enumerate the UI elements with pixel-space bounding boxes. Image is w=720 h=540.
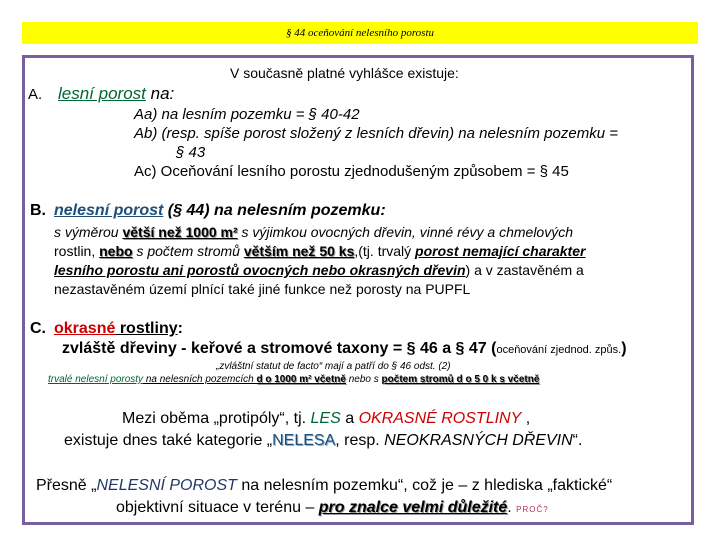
- section-b-title: [54, 202, 386, 220]
- middle-line-2: [64, 432, 582, 450]
- title-banner: [22, 22, 698, 44]
- section-a-item-ab-ref: § 43: [176, 144, 206, 161]
- section-a-item-ac: Ac) Oceňování lesního porostu zjednodušeným způsobem = § 45: [134, 163, 569, 180]
- middle-line-1: [122, 410, 530, 428]
- page-title: § 44 oceňování nelesního porostu: [285, 27, 435, 39]
- section-b-marker: B.: [30, 202, 46, 219]
- bottom-line-2: [116, 499, 549, 517]
- section-b-line-4: nezastavěném území plnící také jiné funkce než porosty na PUPFL: [54, 281, 471, 297]
- section-b-line-2: [54, 243, 585, 259]
- intro-text: V současně platné vyhlášce existuje:: [230, 65, 459, 81]
- section-c-note-2e: počtem stromů d o 5 0 k s včetně: [381, 374, 540, 385]
- section-b-line-3: [54, 262, 584, 278]
- middle-line-2-neokrasnych: NEOKRASNÝCH DŘEVIN: [384, 432, 573, 449]
- bottom-line-2a: objektivní situace v terénu –: [116, 499, 319, 516]
- section-c-line-1b: oceňování zjednod. způs.: [496, 344, 622, 356]
- section-b-line-2e: ,(tj. trvalý: [354, 243, 416, 259]
- section-c-note-1: „zvláštní statut de facto“ mají a patří do § 46 odst. (2): [216, 361, 451, 372]
- section-c-title-colon: :: [177, 320, 183, 337]
- section-c-note-2: [48, 374, 539, 385]
- section-a-marker: A.: [28, 86, 43, 103]
- bottom-line-2-emphasis: pro znalce velmi důležité: [318, 499, 508, 516]
- section-b-line-2c: s počtem stromů: [132, 243, 244, 259]
- section-b-line-1a: s výměrou: [54, 224, 123, 240]
- section-b-title-rest: (§ 44) na nelesním pozemku:: [163, 202, 386, 219]
- section-a-title-lesni: lesní porost: [58, 84, 146, 103]
- section-a-item-aa: Aa) na lesním pozemku = § 40-42: [134, 106, 360, 123]
- section-c-note-2b: na nelesních pozemcích: [143, 374, 257, 385]
- section-b-line-2d: větším než 50 ks: [243, 243, 355, 259]
- middle-line-1c: a: [340, 410, 359, 427]
- section-b-line-3b: ) a v zastavěném a: [465, 262, 584, 278]
- middle-line-2e: “.: [572, 432, 583, 449]
- section-b-line-1b: větší než 1000 m²: [122, 224, 238, 240]
- middle-line-1a: Mezi oběma „protipóly“, tj.: [122, 410, 311, 427]
- section-b-title-nelesni: nelesní porost: [54, 202, 164, 219]
- section-a-title-na: na:: [145, 84, 175, 103]
- middle-line-1e: ,: [521, 410, 531, 427]
- section-c-line-1a: zvláště dřeviny - keřové a stromové taxony = § 46 a § 47 (: [62, 340, 497, 357]
- section-c-marker: C.: [30, 320, 46, 337]
- section-c-note-2a: trvalé nelesní porosty: [48, 374, 144, 385]
- section-a-item-ab: Ab) (resp. spíše porost složený z lesních dřevin) na nelesním pozemku =: [134, 125, 618, 142]
- section-c-note-2d: nebo s: [345, 374, 382, 385]
- section-b-line-2a: rostlin,: [54, 243, 100, 259]
- middle-line-2a: existuje dnes také kategorie „: [64, 432, 273, 449]
- section-a-title: [58, 84, 174, 104]
- section-b-line-3a: lesního porostu ani porostů ovocných nebo okrasných dřevin: [54, 262, 466, 278]
- section-c-line-1c: ): [621, 340, 627, 357]
- bottom-line-2c: .: [507, 499, 517, 516]
- section-c-title: [54, 320, 183, 338]
- middle-line-1-okrasne: OKRASNÉ ROSTLINY: [358, 410, 522, 427]
- section-b-line-1c: s výjimkou ovocných dřevin, vinné révy a chmelových: [237, 224, 573, 240]
- section-c-note-2c: d o 1000 m² včetně: [256, 374, 346, 385]
- section-b-line-2f: porost nemající charakter: [415, 243, 586, 259]
- bottom-line-1: [36, 477, 612, 495]
- section-c-title-rostliny: rostliny: [115, 320, 178, 337]
- middle-line-2-nelesa: NELESA: [272, 432, 336, 449]
- section-b-line-1: [54, 224, 573, 240]
- bottom-line-1-nelesni-porost: NELESNÍ POROST: [96, 477, 237, 494]
- bottom-line-1a: Přesně „: [36, 477, 97, 494]
- section-b-line-2b: nebo: [99, 243, 133, 259]
- bottom-line-2-proc: PROČ?: [516, 505, 549, 514]
- section-c-title-okrasne: okrasné: [54, 320, 116, 337]
- middle-line-1-les: LES: [310, 410, 341, 427]
- middle-line-2c: , resp.: [335, 432, 385, 449]
- section-c-line-1: [62, 340, 627, 358]
- bottom-line-1c: na nelesním pozemku“, což je – z hlediska „faktické“: [236, 477, 613, 494]
